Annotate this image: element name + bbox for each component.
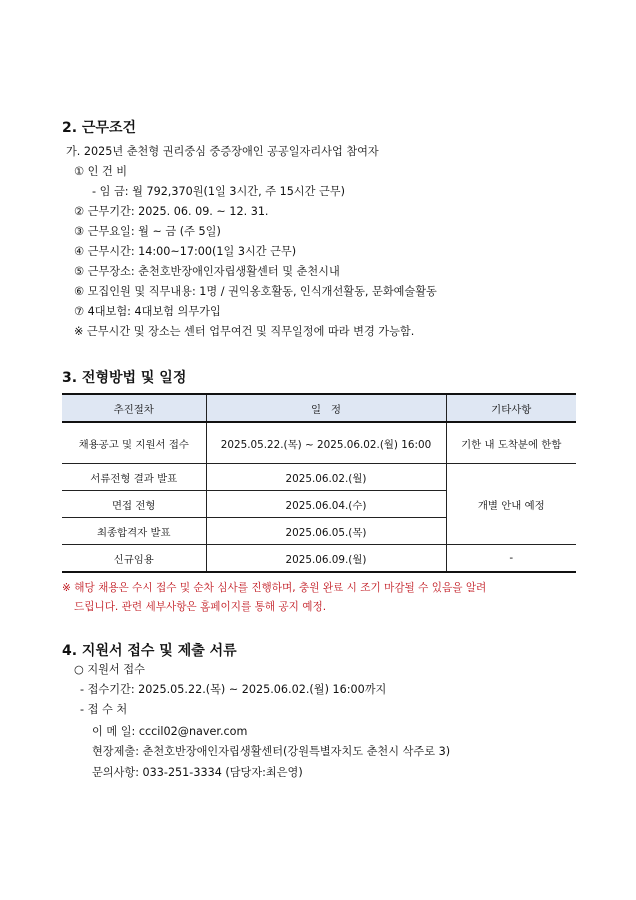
date-cell: 2025.06.02.(월): [206, 464, 446, 491]
apply-email: 이 메 일: cccil02@naver.com: [92, 725, 248, 738]
section-4-title: 4. 지원서 접수 및 제출 서류: [62, 643, 237, 659]
schedule-table: [62, 393, 576, 573]
section-2-title: 2. 근무조건: [62, 120, 137, 136]
apply-period: - 접수기간: 2025.05.22.(목) ~ 2025.06.02.(월) 16:00까지: [80, 683, 387, 696]
work-item-note: ※ 근무시간 및 장소는 센터 업무여건 및 직무일정에 따라 변경 가능함.: [74, 325, 415, 338]
header-step: 추진절차: [62, 394, 206, 422]
work-item-days: ③ 근무요일: 월 ~ 금 (주 5일): [74, 225, 221, 238]
section-3-title: 3. 전형방법 및 일정: [62, 370, 187, 386]
section-2-intro: 가. 2025년 춘천형 권리중심 중증장애인 공공일자리사업 참여자: [66, 145, 379, 158]
apply-contact: 문의사항: 033-251-3334 (담당자:최은영): [92, 766, 303, 779]
notice-line-1: ※ 해당 채용은 수시 접수 및 순차 심사를 진행하며, 충원 완료 시 조기 마감될 수 있음을 알려: [62, 582, 487, 594]
work-item-hours: ④ 근무시간: 14:00~17:00(1일 3시간 근무): [74, 245, 297, 258]
step-cell: 채용공고 및 지원서 접수: [62, 422, 206, 464]
work-item-insurance: ⑦ 4대보험: 4대보험 의무가입: [74, 305, 221, 318]
merged-note-cell: 개별 안내 예정: [446, 464, 576, 545]
date-cell: 2025.06.04.(수): [206, 491, 446, 518]
work-item-period: ② 근무기간: 2025. 06. 09. ~ 12. 31.: [74, 205, 269, 218]
work-item-pay: ① 인 건 비: [74, 165, 128, 178]
step-cell: 최종합격자 발표: [62, 518, 206, 545]
apply-place-label: - 접 수 처: [80, 703, 128, 716]
work-item-wage: - 임 금: 월 792,370원(1일 3시간, 주 15시간 근무): [92, 185, 345, 198]
date-cell: 2025.06.05.(목): [206, 518, 446, 545]
table-row: [62, 545, 576, 573]
work-item-place: ⑤ 근무장소: 춘천호반장애인자립생활센터 및 춘천시내: [74, 265, 340, 278]
header-note: 기타사항: [446, 394, 576, 422]
note-cell: -: [446, 545, 576, 573]
note-cell: 기한 내 도착분에 한함: [446, 422, 576, 464]
step-cell: 면접 전형: [62, 491, 206, 518]
step-cell: 신규임용: [62, 545, 206, 573]
work-item-recruit: ⑥ 모집인원 및 직무내용: 1명 / 권익옹호활동, 인식개선활동, 문화예술활동: [74, 285, 437, 298]
notice-line-2: 드립니다. 관련 세부사항은 홈페이지를 통해 공지 예정.: [74, 601, 327, 613]
header-date: 일 정: [206, 394, 446, 422]
apply-subtitle: ○ 지원서 접수: [74, 663, 145, 676]
step-cell: 서류전형 결과 발표: [62, 464, 206, 491]
table-row: [62, 422, 576, 464]
date-cell: 2025.06.09.(월): [206, 545, 446, 573]
table-row: [62, 464, 576, 491]
apply-visit: 현장제출: 춘천호반장애인자립생활센터(강원특별자치도 춘천시 삭주로 3): [92, 745, 451, 758]
date-cell: 2025.05.22.(목) ~ 2025.06.02.(월) 16:00: [206, 422, 446, 464]
